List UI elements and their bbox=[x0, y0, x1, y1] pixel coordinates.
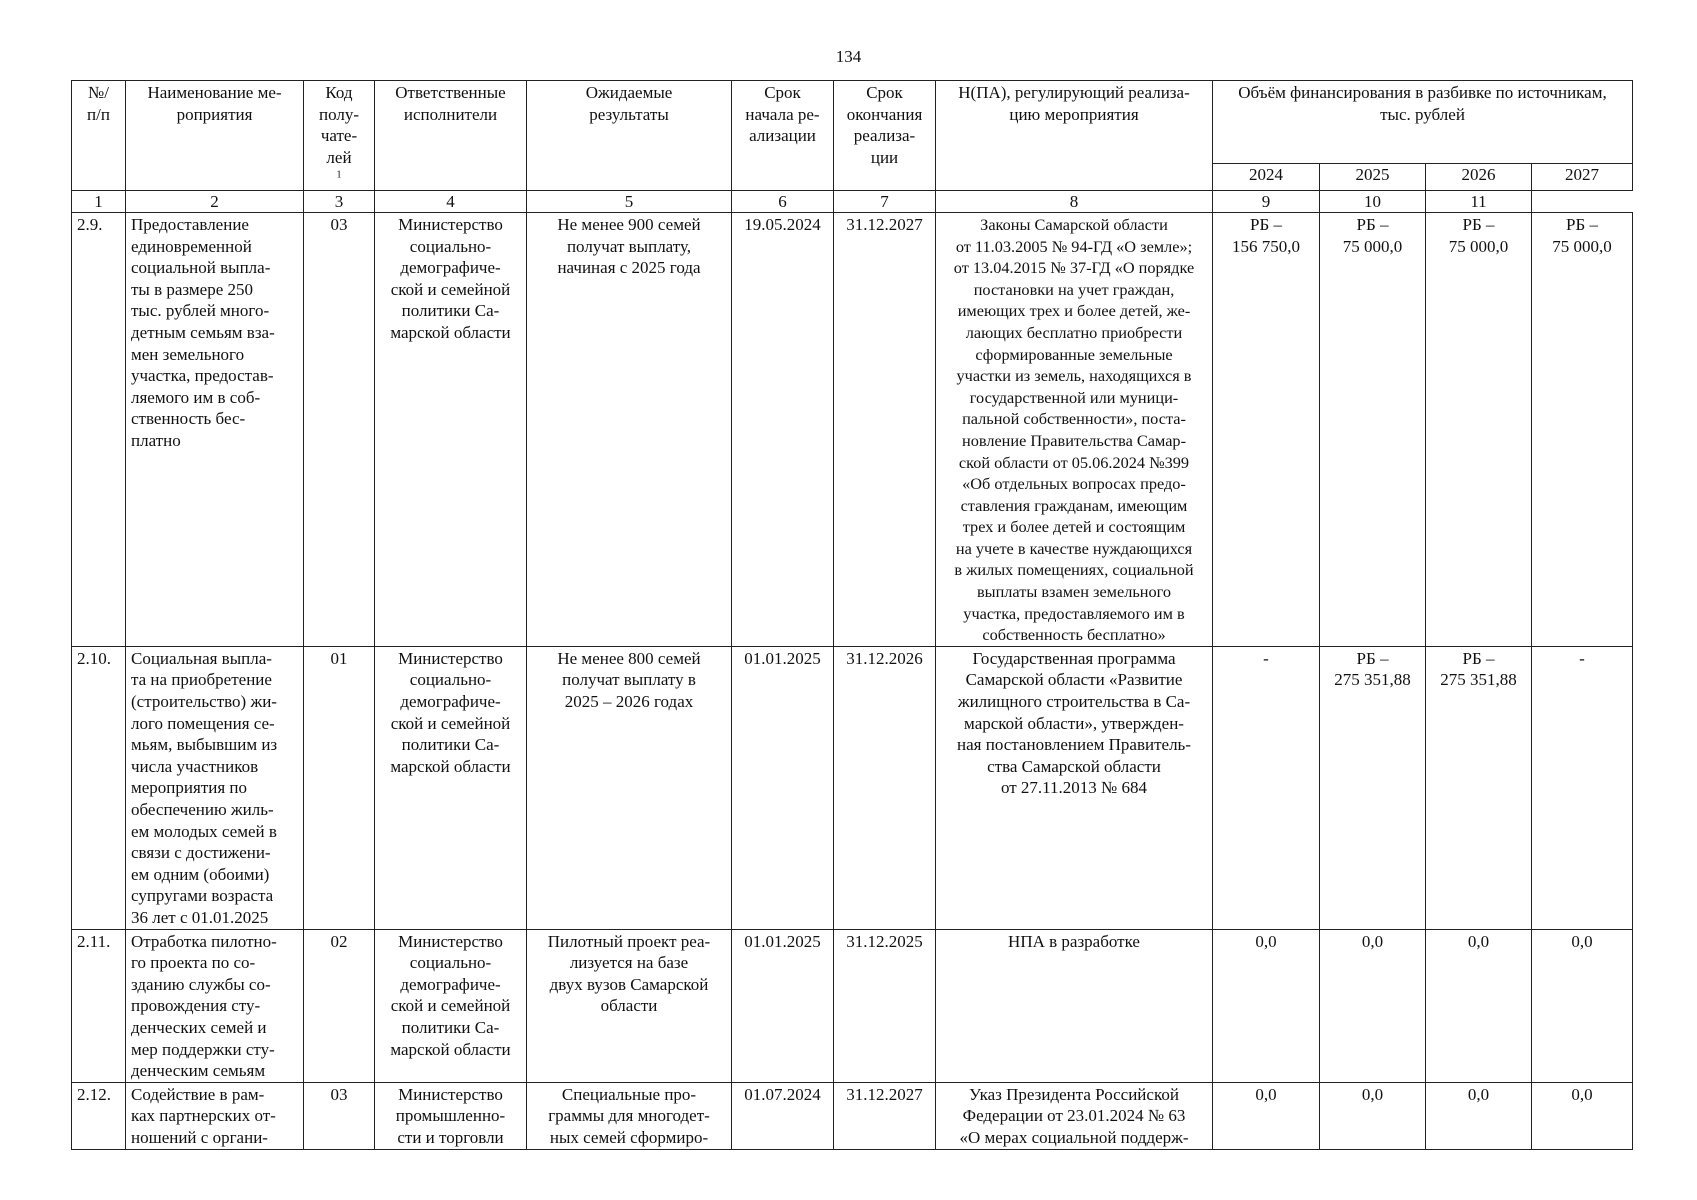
colnum-4: 4 bbox=[375, 190, 527, 212]
finance-2025: РБ – 275 351,88 bbox=[1320, 646, 1426, 929]
recipient-code: 03 bbox=[304, 212, 375, 646]
expected-result: Не менее 900 семей получат выплату, начиная с 2025 года bbox=[527, 212, 732, 646]
finance-2027: - bbox=[1532, 646, 1633, 929]
finance-2027: 0,0 bbox=[1532, 929, 1633, 1082]
finance-2025: 0,0 bbox=[1320, 1082, 1426, 1149]
header-start: Срок начала ре- ализации bbox=[732, 81, 834, 191]
header-finance: Объём финансирования в разбивке по источникам, тыс. рублей bbox=[1213, 81, 1633, 164]
finance-2024: РБ – 156 750,0 bbox=[1213, 212, 1320, 646]
colnum-1: 1 bbox=[72, 190, 126, 212]
row-number: 2.10. bbox=[72, 646, 126, 929]
colnum-7: 7 bbox=[834, 190, 936, 212]
regulating-act: Указ Президента Российской Федерации от 23.01.2024 № 63 «О мерах социальной поддерж- bbox=[936, 1082, 1213, 1149]
table-row bbox=[72, 929, 1633, 1082]
expected-result: Не менее 800 семей получат выплату в 2025 – 2026 годах bbox=[527, 646, 732, 929]
row-number: 2.12. bbox=[72, 1082, 126, 1149]
colnum-11: 11 bbox=[1426, 190, 1532, 212]
finance-2024: - bbox=[1213, 646, 1320, 929]
responsible-executor: Министерство социально- демографиче- ской и семейной политики Са- марской области bbox=[375, 212, 527, 646]
recipient-code: 02 bbox=[304, 929, 375, 1082]
end-date: 31.12.2027 bbox=[834, 1082, 936, 1149]
expected-result: Специальные про- граммы для многодет- ных семей сформиро- bbox=[527, 1082, 732, 1149]
row-number: 2.9. bbox=[72, 212, 126, 646]
regulating-act: Государственная программа Самарской области «Развитие жилищного строительства в Са- марской области», утвержден- ная постановлением Правитель- ства Самарской области от 27.11.2013 № 684 bbox=[936, 646, 1213, 929]
table-row bbox=[72, 212, 1633, 646]
start-date: 19.05.2024 bbox=[732, 212, 834, 646]
finance-2026: 0,0 bbox=[1426, 929, 1532, 1082]
regulating-act: НПА в разработке bbox=[936, 929, 1213, 1082]
header-results: Ожидаемые результаты bbox=[527, 81, 732, 191]
measure-name: Предоставление единовременной социальной выпла- ты в размере 250 тыс. рублей много- детным семьям вза- мен земельного участка, предостав- ляемого им в соб- ственность бес- платно bbox=[126, 212, 304, 646]
end-date: 31.12.2026 bbox=[834, 646, 936, 929]
responsible-executor: Министерство социально- демографиче- ской и семейной политики Са- марской области bbox=[375, 929, 527, 1082]
finance-2025: 0,0 bbox=[1320, 929, 1426, 1082]
finance-2026: 0,0 bbox=[1426, 1082, 1532, 1149]
start-date: 01.01.2025 bbox=[732, 646, 834, 929]
year-2024: 2024 bbox=[1213, 163, 1320, 190]
colnum-5: 5 bbox=[527, 190, 732, 212]
colnum-10: 10 bbox=[1320, 190, 1426, 212]
responsible-executor: Министерство социально- демографиче- ской и семейной политики Са- марской области bbox=[375, 646, 527, 929]
measure-name: Социальная выпла- та на приобретение (строительство) жи- лого помещения се- мьям, выбывшим из числа участников мероприятия по обеспечению жиль- ем молодых семей в связи с достижени- ем одним (обоими) супругами возраста 36 лет с 01.01.2025 bbox=[126, 646, 304, 929]
table-row bbox=[72, 1082, 1633, 1149]
start-date: 01.07.2024 bbox=[732, 1082, 834, 1149]
column-numbers-row bbox=[72, 190, 1633, 212]
recipient-code: 01 bbox=[304, 646, 375, 929]
year-2025: 2025 bbox=[1320, 163, 1426, 190]
colnum-6: 6 bbox=[732, 190, 834, 212]
finance-2024: 0,0 bbox=[1213, 929, 1320, 1082]
recipient-code: 03 bbox=[304, 1082, 375, 1149]
colnum-9: 9 bbox=[1213, 190, 1320, 212]
header-npa: Н(ПА), регулирующий реализа- цию мероприятия bbox=[936, 81, 1213, 191]
header-code-footnote: 1 bbox=[336, 169, 342, 181]
header-code: Код полу- чате- лей $^1$ bbox=[304, 81, 375, 191]
finance-2027: РБ – 75 000,0 bbox=[1532, 212, 1633, 646]
year-2026: 2026 bbox=[1426, 163, 1532, 190]
colnum-8: 8 bbox=[936, 190, 1213, 212]
end-date: 31.12.2027 bbox=[834, 212, 936, 646]
header-end: Срок окончания реализа- ции bbox=[834, 81, 936, 191]
finance-2026: РБ – 75 000,0 bbox=[1426, 212, 1532, 646]
table-row bbox=[72, 646, 1633, 929]
page-number: 134 bbox=[835, 47, 862, 66]
row-number: 2.11. bbox=[72, 929, 126, 1082]
start-date: 01.01.2025 bbox=[732, 929, 834, 1082]
measure-name: Отработка пилотно- го проекта по со- зданию службы со- провождения сту- денческих семей и мер поддержки сту- денческим семьям bbox=[126, 929, 304, 1082]
measures-table bbox=[71, 80, 1633, 1150]
header-name: Наименование ме- роприятия bbox=[126, 81, 304, 191]
regulating-act: Законы Самарской области от 11.03.2005 № 94-ГД «О земле»; от 13.04.2015 № 37-ГД «О порядке постановки на учет граждан, имеющих трех и более детей, же- лающих бесплатно приобрести сформированные земельные участки из земель, находящихся в государственной или муници- пальной собственности», поста- новление Правительства Самар- ской области от 05.06.2024 №399 «Об отдельных вопросах предо- ставления гражданам, имеющим трех и более детей и состоящим на учете в качестве нуждающихся в жилых помещениях, социальной выплаты взамен земельного участка, предоставляемого им в собственность бесплатно» bbox=[936, 212, 1213, 646]
header-executors: Ответственные исполнители bbox=[375, 81, 527, 191]
year-2027: 2027 bbox=[1532, 163, 1633, 190]
finance-2025: РБ – 75 000,0 bbox=[1320, 212, 1426, 646]
finance-2026: РБ – 275 351,88 bbox=[1426, 646, 1532, 929]
expected-result: Пилотный проект реа- лизуется на базе двух вузов Самарской области bbox=[527, 929, 732, 1082]
colnum-3: 3 bbox=[304, 190, 375, 212]
finance-2027: 0,0 bbox=[1532, 1082, 1633, 1149]
header-num: №/ п/п bbox=[72, 81, 126, 191]
colnum-2: 2 bbox=[126, 190, 304, 212]
header-row bbox=[72, 81, 1633, 164]
responsible-executor: Министерство промышленно- сти и торговли bbox=[375, 1082, 527, 1149]
measure-name: Содействие в рам- ках партнерских от- ношений с органи- bbox=[126, 1082, 304, 1149]
end-date: 31.12.2025 bbox=[834, 929, 936, 1082]
finance-2024: 0,0 bbox=[1213, 1082, 1320, 1149]
